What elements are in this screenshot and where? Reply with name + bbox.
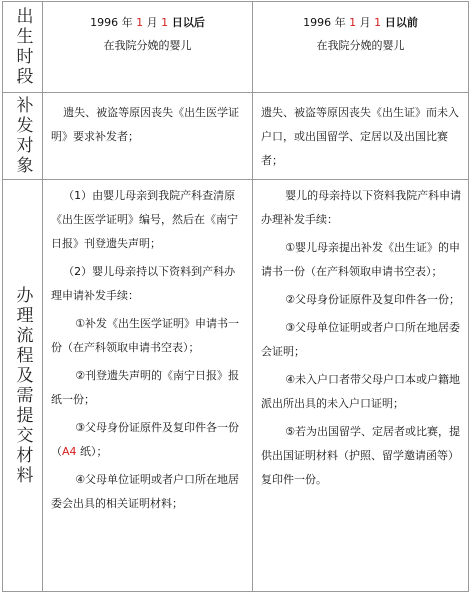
target-row <box>3 93 469 180</box>
period-col1-subtitle: 在我院分娩的婴儿 <box>103 39 192 52</box>
target-label: 补发对象 <box>12 96 33 176</box>
target-col2 <box>253 93 469 180</box>
birth-certificate-table <box>2 1 469 592</box>
process-col2-p6: ⑤若为出国留学、定居者或比赛，提供出国证明材料（护照、留学邀请函等）复印件一份。 <box>261 425 461 486</box>
process-col1-p1: （1）由婴儿母亲到我院产科查清原《出生医学证明》编号，然后在《南宁日报》刊登遗失声明； <box>51 189 238 250</box>
process-col2-p1: 婴儿的母亲持以下资料我院产科申请办理补发手续： <box>261 189 462 226</box>
process-col2-p5: ④未入户口者带父母户口本或户籍地派出所出具的未入户口证明； <box>261 373 461 410</box>
target-col1 <box>43 93 253 180</box>
process-col2-p3: ②父母身份证原件及复印件各一份； <box>285 293 461 306</box>
process-col1-p5: ③父母身份证原件及复印件各一份（A4 纸）； <box>51 421 240 458</box>
process-col1 <box>43 180 253 592</box>
period-label: 出生时段 <box>12 7 33 87</box>
period-col2 <box>253 2 469 93</box>
process-col2-p2: ①婴儿母亲提出补发《出生证》的申请书一份（在产科领取申请书空表）； <box>261 241 461 278</box>
period-col1-date: 1996 年 1 月 1 日以后 <box>90 16 205 29</box>
period-label-cell <box>3 2 43 93</box>
period-col2-date: 1996 年 1 月 1 日以前 <box>303 16 418 29</box>
period-col1 <box>43 2 253 93</box>
process-col2 <box>253 180 469 592</box>
process-col1-p3: ①补发《出生医学证明》申请书一份（在产科领取申请书空表）； <box>51 317 240 354</box>
process-col1-p4: ②刊登遗失声明的《南宁日报》报纸一份； <box>51 369 240 406</box>
period-col2-subtitle: 在我院分娩的婴儿 <box>316 39 405 52</box>
target-label-cell <box>3 93 43 180</box>
target-col2-text: 遗失、被盗等原因丧失《出生证》而未入户口，或出国留学、定居以及出国比赛者； <box>261 106 459 167</box>
process-col1-p2: （2）婴儿母亲持以下资料到产科办理申请补发手续： <box>51 265 236 302</box>
process-col2-p4: ③父母单位证明或者户口所在地居委会证明； <box>261 321 461 358</box>
process-label: 办理流程及需提交材料 <box>12 285 33 486</box>
period-row <box>3 2 469 93</box>
target-col1-text: 遗失、被盗等原因丧失《出生医学证明》要求补发者； <box>51 106 240 143</box>
process-row <box>3 180 469 592</box>
process-col1-p6: ④父母单位证明或者户口所在地居委会出具的相关证明材料； <box>51 473 240 510</box>
process-label-cell <box>3 180 43 592</box>
